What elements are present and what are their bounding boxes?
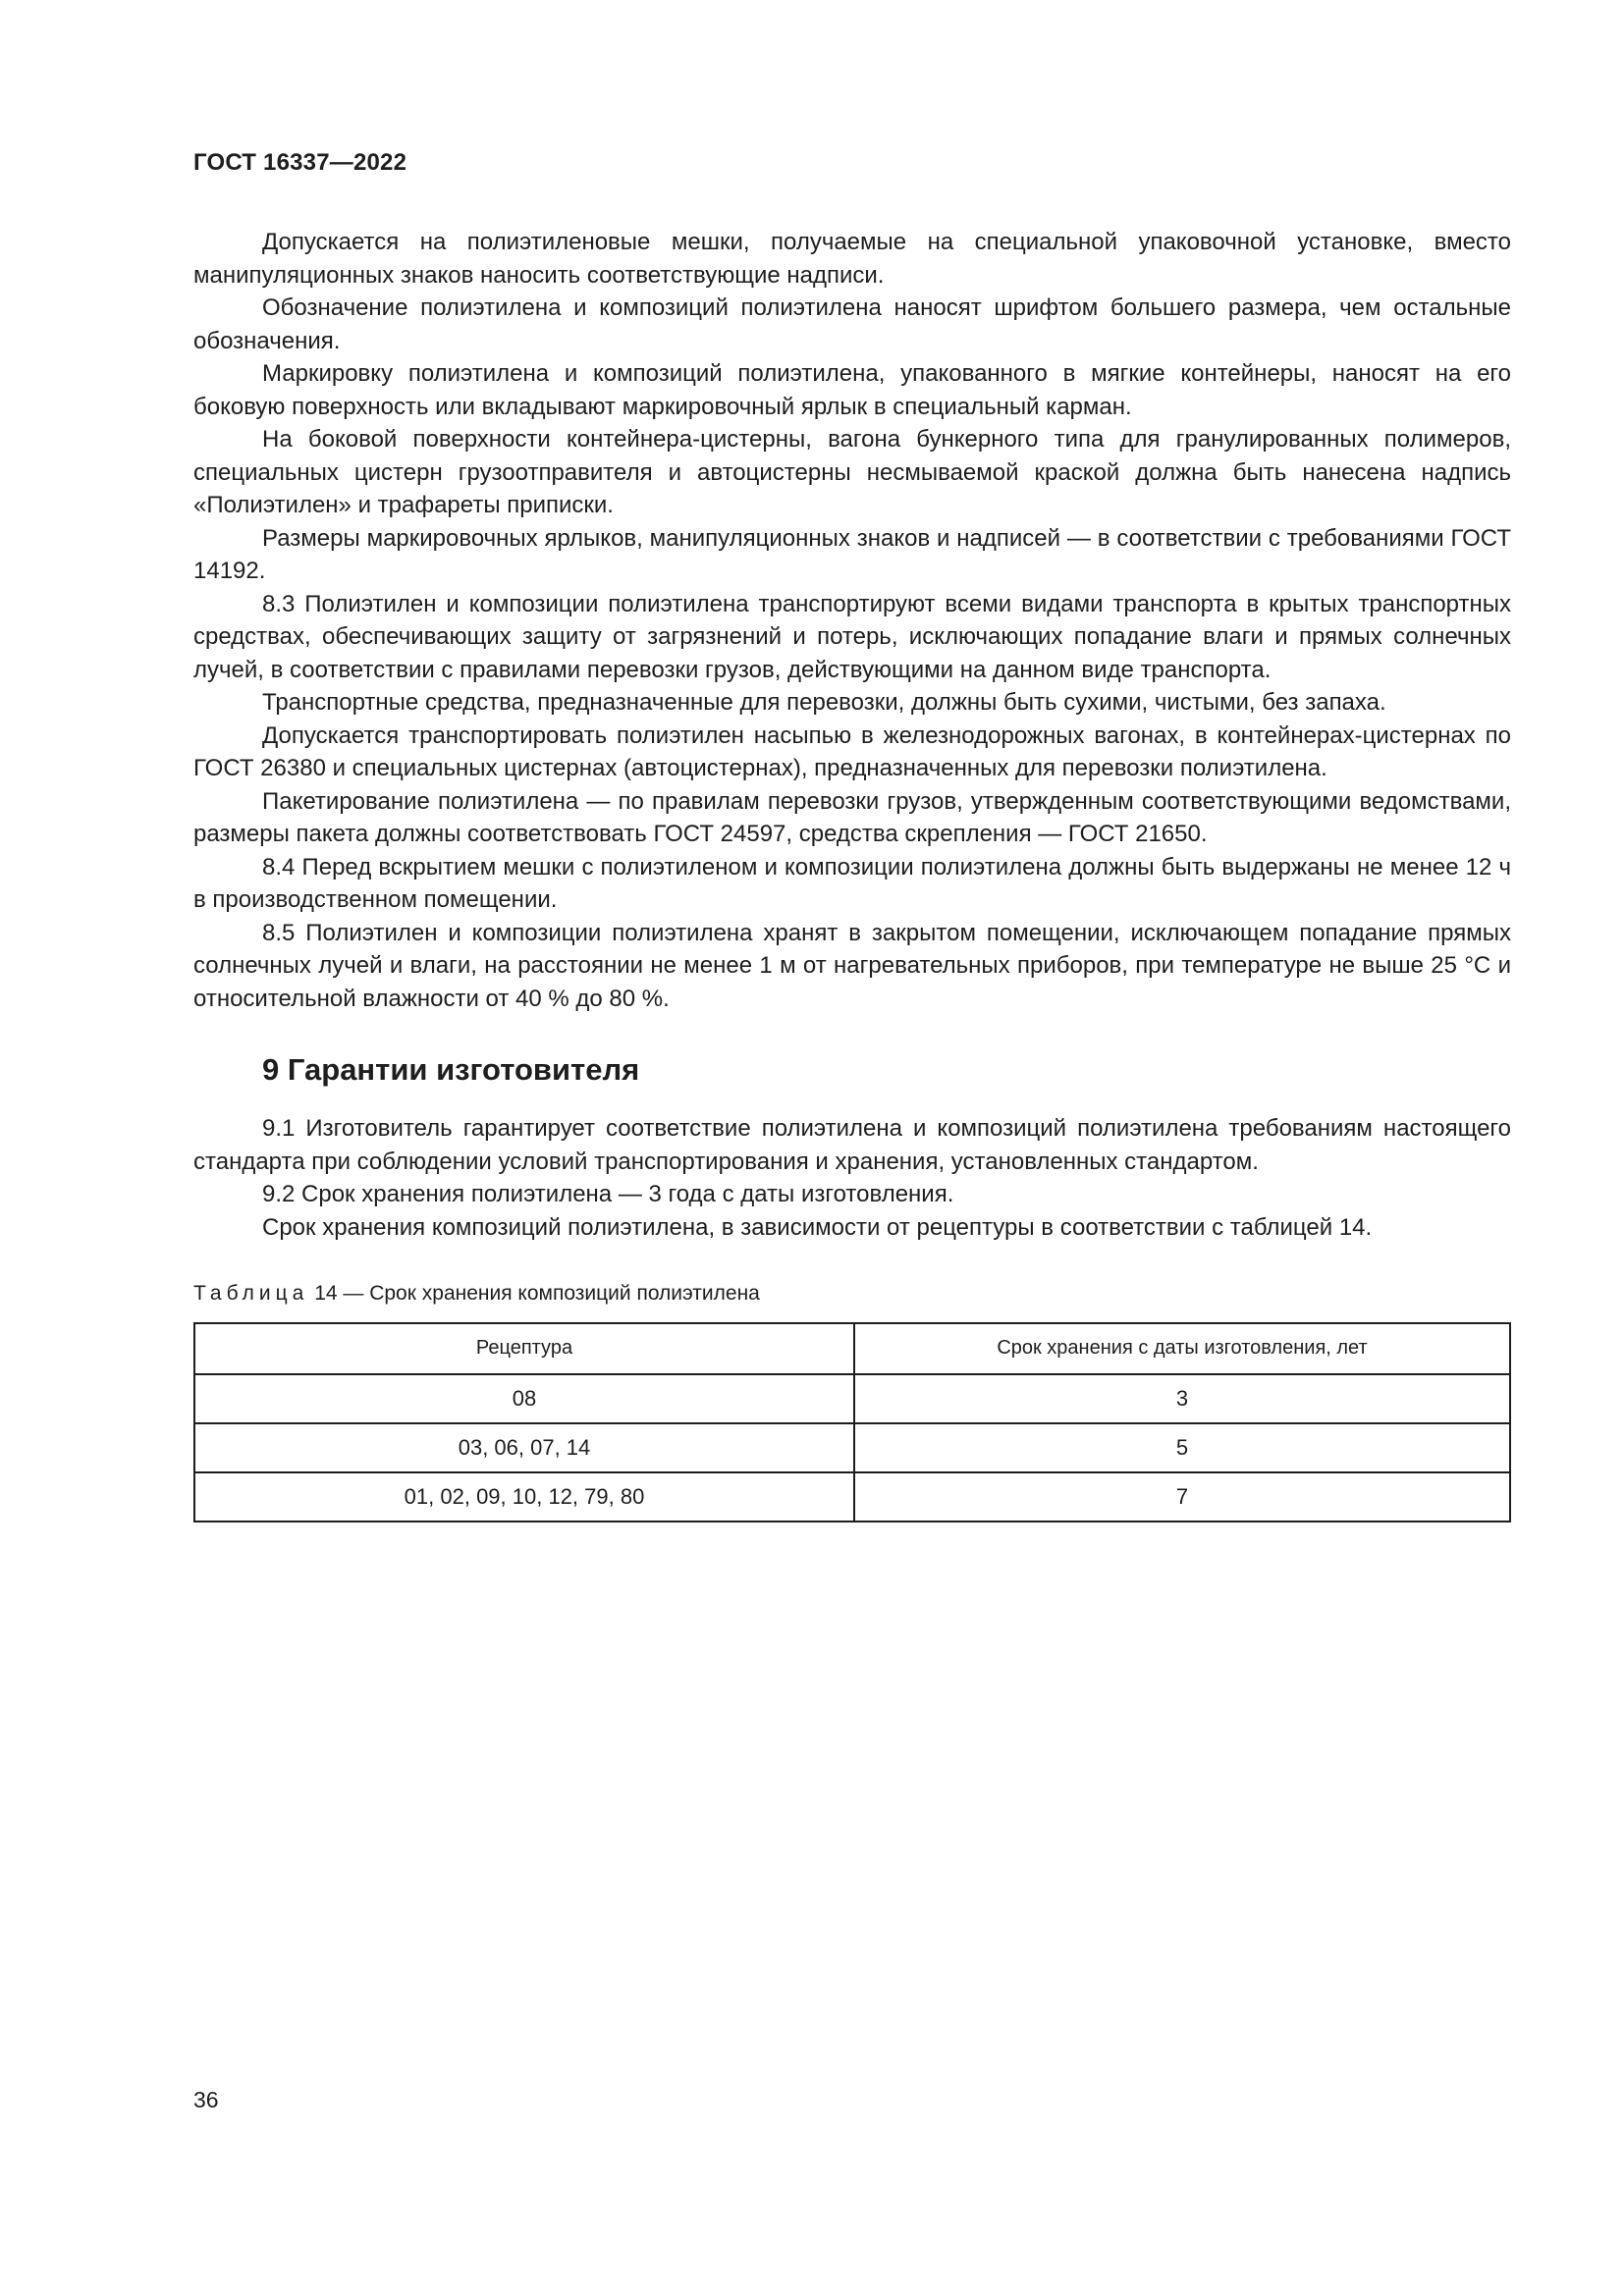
paragraph-9-1: 9.1 Изготовитель гарантирует соответствие полиэтилена и композиций полиэтилена требованиям настоящего стандарта при соблюдении условий транспортирования и хранения, установленных стандартом. — [193, 1115, 1511, 1175]
paragraph-8-4: 8.4 Перед вскрытием мешки с полиэтиленом и композиции полиэтилена должны быть выдержаны не менее 12 ч в производственном помещении. — [193, 853, 1511, 913]
table-cell: 7 — [854, 1472, 1510, 1522]
table-caption-text: 14 — Срок хранения композиций полиэтилена — [314, 1282, 760, 1305]
table-row — [194, 1423, 1510, 1472]
paragraph: Обозначение полиэтилена и композиций полиэтилена наносят шрифтом большего размера, чем остальные обозначения. — [193, 294, 1511, 354]
document-code-header: ГОСТ 16337—2022 — [193, 149, 407, 176]
paragraph: Пакетирование полиэтилена — по правилам перевозки грузов, утвержденным соответствующими ведомствами, размеры пакета должны соответствовать ГОСТ 24597, средства скрепления — ГОСТ 21650. — [193, 787, 1511, 847]
table-cell: 3 — [854, 1374, 1510, 1423]
section-heading: 9 Гарантии изготовителя — [262, 1052, 640, 1087]
paragraph: Транспортные средства, предназначенные для перевозки, должны быть сухими, чистыми, без запаха. — [262, 689, 1386, 716]
paragraph-8-5: 8.5 Полиэтилен и композиции полиэтилена хранят в закрытом помещении, исключающем попадание прямых солнечных лучей и влаги, на расстоянии не менее 1 м от нагревательных приборов, при температуре не выше 25 °С и относительной влажности от 40 % до 80 %. — [193, 919, 1511, 1012]
paragraph: Допускается транспортировать полиэтилен насыпью в железнодорожных вагонах, в контейнерах-цистернах по ГОСТ 26380 и специальных цистернах (автоцистернах), предназначенных для перевозки полиэтилена. — [193, 721, 1511, 781]
table-header-row — [194, 1323, 1510, 1374]
table-cell: 08 — [194, 1374, 854, 1423]
document-body — [193, 226, 1511, 1522]
table-cell: 01, 02, 09, 10, 12, 79, 80 — [194, 1472, 854, 1522]
page-number: 36 — [193, 2087, 219, 2112]
column-header-recipe: Рецептура — [194, 1323, 854, 1374]
table-cell: 03, 06, 07, 14 — [194, 1423, 854, 1472]
column-header-shelf-life: Срок хранения с даты изготовления, лет — [854, 1323, 1510, 1374]
table-cell: 5 — [854, 1423, 1510, 1472]
paragraph: Размеры маркировочных ярлыков, манипуляционных знаков и надписей — в соответствии с требованиями ГОСТ 14192. — [193, 524, 1511, 584]
paragraph: Маркировку полиэтилена и композиций полиэтилена, упакованного в мягкие контейнеры, наносят на его боковую поверхность или вкладывают маркировочный ярлык в специальный карман. — [193, 360, 1511, 420]
table-caption — [193, 1279, 1511, 1308]
table-row — [194, 1472, 1510, 1522]
paragraph: Срок хранения композиций полиэтилена, в зависимости от рецептуры в соответствии с таблицей 14. — [262, 1213, 1373, 1241]
paragraph-9-2: 9.2 Срок хранения полиэтилена — 3 года с даты изготовления. — [262, 1181, 954, 1207]
paragraph: На боковой поверхности контейнера-цистерны, вагона бункерного типа для гранулированных полимеров, специальных цистерн грузоотправителя и автоцистерны несмываемой краской должна быть нанесена надпись «Полиэтилен» и трафареты приписки. — [193, 426, 1511, 518]
paragraph-8-3: 8.3 Полиэтилен и композиции полиэтилена транспортируют всеми видами транспорта в крытых транспортных средствах, обеспечивающих защиту от загрязнений и потерь, исключающих попадание влаги и прямых солнечных лучей, в соответствии с правилами перевозки грузов, действующими на данном виде транспорта. — [193, 590, 1511, 683]
storage-table — [193, 1322, 1511, 1522]
table-row — [194, 1374, 1510, 1423]
table-caption-label: Таблица — [193, 1282, 309, 1305]
paragraph: Допускается на полиэтиленовые мешки, получаемые на специальной упаковочной установке, вместо манипуляционных знаков наносить соответствующие надписи. — [193, 229, 1511, 289]
